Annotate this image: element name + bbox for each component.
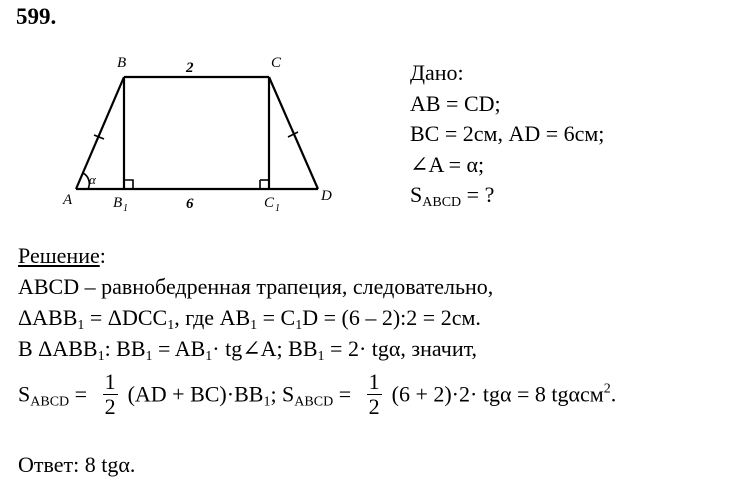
label-c1-sub: 1	[275, 203, 280, 212]
solution-line-1: ABCD – равнобедренная трапеция, следовательно,	[18, 274, 494, 299]
label-c: C	[271, 55, 282, 71]
sl3-s4: 1	[317, 349, 325, 364]
sl3-s1: 1	[97, 349, 105, 364]
solution-block	[18, 240, 493, 364]
sl2-s1: 1	[77, 318, 85, 333]
trapezoid-figure	[56, 52, 356, 212]
solution-heading-text: Решение	[18, 243, 100, 268]
side-cd	[269, 77, 318, 189]
frac1-den: 2	[104, 394, 116, 419]
side-ab	[76, 77, 124, 189]
area-symbol: S	[410, 182, 423, 207]
f-eq: =	[69, 381, 93, 407]
given-line-1: AB = CD;	[410, 90, 501, 116]
fraction-half-2	[367, 370, 382, 419]
answer-line: Ответ: 8 tgα.	[18, 452, 136, 477]
given-line-3-text: A = α;	[428, 151, 485, 177]
given-line-4	[410, 180, 604, 211]
solution-line-2	[18, 302, 493, 333]
sl2-p2: = ΔDCC	[84, 305, 168, 330]
angle-alpha: α	[89, 172, 96, 187]
fraction-half-1	[103, 370, 118, 419]
label-b1-sub: 1	[123, 203, 128, 212]
solution-heading-colon: :	[99, 243, 106, 268]
sl3-p1: В ΔABB	[18, 336, 98, 361]
frac2-den: 2	[368, 394, 380, 419]
right-angle-mark-b1	[124, 180, 133, 189]
label-b: B	[117, 55, 127, 71]
sl3-p4: · tg∠A; BB	[212, 336, 318, 361]
solution-heading	[18, 240, 493, 271]
sl2-s3: 1	[250, 318, 258, 333]
f-p2: ; S	[270, 381, 295, 407]
f-end: .	[610, 381, 617, 407]
sl2-p3: , где AB	[174, 305, 251, 330]
given-line-2: BC = 2см, AD = 6см;	[410, 121, 605, 146]
given-line-4-text: = ?	[461, 182, 495, 207]
frac2-num: 1	[368, 369, 380, 394]
f-p1: (AD + BC)·BB	[127, 381, 264, 407]
f-sup: 2	[603, 381, 611, 397]
area-formula	[18, 369, 617, 421]
label-d: D	[321, 188, 332, 204]
sl3-p2: : BB	[104, 336, 146, 361]
sl2-s4: 1	[295, 318, 303, 333]
sl3-s2: 1	[145, 349, 153, 364]
sl3-s3: 1	[205, 349, 213, 364]
given-block	[410, 58, 604, 211]
solution-line-3	[18, 333, 493, 364]
sl2-p4: = C	[257, 305, 296, 330]
sl3-p5: = 2· tgα, значит,	[324, 336, 478, 361]
length-bc: 2	[186, 60, 194, 76]
sl2-p5: D = (6 – 2):2 = 2см.	[302, 305, 481, 330]
frac1-num: 1	[104, 369, 116, 394]
sl3-p3: = AB	[152, 336, 206, 361]
f-s1: 1	[263, 394, 271, 410]
problem-number: 599.	[16, 4, 57, 29]
f-sub: ABCD	[30, 394, 70, 410]
label-a: A	[63, 192, 73, 208]
label-c1: C	[264, 195, 275, 211]
f-p3: (6 + 2)·2· tgα = 8 tgαсм	[391, 381, 604, 407]
label-b1: B	[113, 195, 123, 211]
f-s: S	[18, 381, 31, 407]
area-subscript: ABCD	[422, 195, 462, 210]
angle-symbol: ∠	[410, 151, 429, 177]
length-ad: 6	[186, 196, 194, 212]
given-line-3	[410, 150, 604, 181]
f-eq2: =	[333, 381, 357, 407]
given-title: Дано:	[410, 60, 464, 85]
sl2-s2: 1	[167, 318, 175, 333]
sl2-p1: ΔABB	[18, 305, 78, 330]
f-sub2: ABCD	[294, 394, 334, 410]
